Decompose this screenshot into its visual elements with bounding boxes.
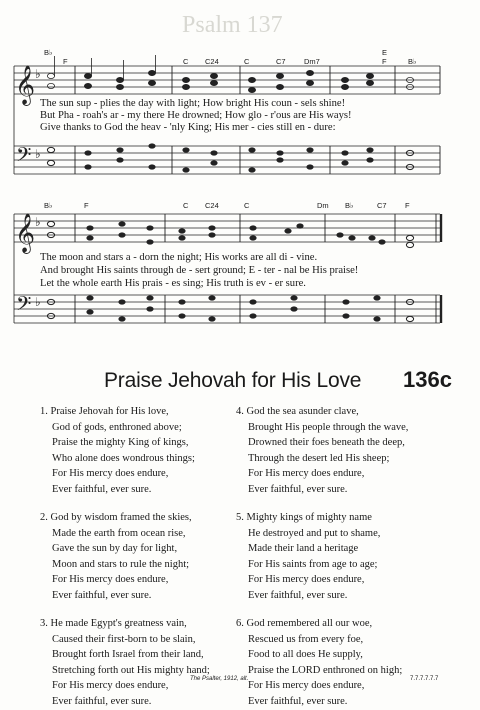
- chord: C7: [377, 201, 387, 210]
- verse-line-3: Give thanks to God the heav - 'nly King; His mer - cies still en - dure:: [40, 122, 336, 133]
- stanza-line: Ever faithful, ever sure.: [52, 483, 152, 495]
- stanza-line: Ever faithful, ever sure.: [248, 483, 348, 495]
- stanza-line: Drowned their foes beneath the deep,: [248, 437, 405, 449]
- chord: C: [183, 57, 189, 66]
- flat-icon: ♭: [35, 147, 41, 161]
- stanza-1: [40, 404, 195, 498]
- chord: C: [183, 201, 189, 210]
- stanza-line: 6. God remembered all our woe,: [236, 618, 373, 629]
- stanza-line: Gave the sun by day for light,: [52, 543, 178, 555]
- chord: C7: [276, 57, 286, 66]
- chord: Dm: [317, 201, 329, 210]
- flat-icon: ♭: [35, 295, 41, 309]
- stanza-line: For His mercy does endure,: [248, 468, 365, 480]
- chord: B♭: [44, 201, 53, 210]
- stanza-line: 5. Mighty kings of mighty name: [236, 512, 372, 523]
- chord: C24: [205, 201, 219, 210]
- chord: B♭: [44, 48, 53, 57]
- source-credit: The Psalter, 1912, alt.: [190, 676, 249, 682]
- verse-line-2: But Pha - roah's ar - my there He drowned; How glo - r'ous are His ways!: [40, 110, 352, 121]
- bass-clef-icon: 𝄢: [16, 292, 32, 320]
- stanza-line: Rescued us from every foe,: [248, 633, 364, 645]
- ghost-heading: Psalm 137: [182, 12, 283, 38]
- staff-treble-2: [14, 214, 440, 242]
- chord: F: [84, 201, 89, 210]
- stanza-line: 4. God the sea asunder clave,: [236, 406, 359, 417]
- stanza-line: Praise the mighty King of kings,: [52, 437, 189, 449]
- stanza-5: [236, 510, 380, 604]
- stanza-line: For His saints from age to age;: [248, 558, 378, 570]
- stanza-line: For His mercy does endure,: [52, 574, 169, 586]
- stanza-line: For His mercy does endure,: [248, 680, 365, 692]
- staff-bass-1: [14, 146, 440, 174]
- bass-clef-icon: 𝄢: [16, 143, 32, 171]
- stanza-line: Praise the LORD enthroned on high;: [248, 664, 403, 676]
- chord: B♭: [345, 201, 354, 210]
- chord: C24: [205, 57, 219, 66]
- hymn-title: Praise Jehovah for His Love: [104, 369, 362, 392]
- treble-clef-icon: 𝄞: [15, 65, 36, 105]
- stanza-line: 3. He made Egypt's greatness vain,: [40, 618, 187, 629]
- stanza-line: He destroyed and put to shame,: [248, 527, 381, 539]
- stanza-6: [236, 616, 402, 710]
- stanza-line: For His mercy does endure,: [248, 574, 365, 586]
- verse-line-1: The sun sup - plies the day with light; How bright His coun - sels shine!: [40, 98, 346, 109]
- stanza-line: God of gods, enthroned above;: [52, 421, 182, 433]
- stanza-3: [40, 616, 210, 710]
- stanza-line: For His mercy does endure,: [52, 680, 169, 692]
- stanza-line: Who alone does wondrous things;: [52, 452, 195, 464]
- flat-icon: ♭: [35, 67, 41, 81]
- stanza-line: Ever faithful, ever sure.: [248, 695, 348, 707]
- meter: 7.7.7.7.7.7: [410, 676, 439, 682]
- stanza-line: Ever faithful, ever sure.: [52, 589, 152, 601]
- chord: C: [244, 57, 250, 66]
- staff-treble-1: [14, 66, 440, 94]
- bass-notes-system-1: [47, 143, 413, 172]
- stanza-line: Made their land a heritage: [248, 543, 359, 555]
- stanza-line: For His mercy does endure,: [52, 468, 169, 480]
- stanza-line: Brought forth Israel from their land,: [52, 649, 204, 661]
- stanza-2: [40, 510, 192, 604]
- notes-system-2: [47, 221, 413, 247]
- verse-line-3: Let the whole earth His prais - es sing; His truth is ev - er sure.: [40, 278, 306, 289]
- stanza-line: Made the earth from ocean rise,: [52, 527, 186, 539]
- flat-icon: ♭: [35, 215, 41, 229]
- stanza-line: Caused their first-born to be slain,: [52, 633, 196, 645]
- chord: F: [382, 57, 387, 66]
- stanza-line: Brought His people through the wave,: [248, 421, 409, 433]
- stanza-line: Ever faithful, ever sure.: [248, 589, 348, 601]
- hymn-number: 136c: [403, 367, 452, 392]
- stanza-line: Stretching forth out His mighty hand;: [52, 664, 210, 676]
- verse-line-2: And brought His saints through de - sert ground; E - ter - nal be His praise!: [40, 265, 359, 276]
- stanza-line: 1. Praise Jehovah for His love,: [40, 406, 169, 417]
- chord: E: [382, 48, 388, 57]
- verse-line-1: The moon and stars a - dorn the night; His works are all di - vine.: [40, 252, 318, 263]
- chord: B♭: [408, 57, 417, 66]
- chord: F: [405, 201, 410, 210]
- stanza-line: Moon and stars to rule the night;: [52, 558, 190, 570]
- stanza-line: Through the desert led His sheep;: [248, 452, 390, 464]
- stanza-4: [236, 404, 408, 498]
- chord: C: [244, 201, 250, 210]
- chord: F: [63, 57, 68, 66]
- stanza-line: Ever faithful, ever sure.: [52, 695, 152, 707]
- stanza-line: Food to all does He supply,: [248, 649, 363, 661]
- stanza-line: 2. God by wisdom framed the skies,: [40, 512, 192, 523]
- treble-clef-icon: 𝄞: [15, 213, 36, 253]
- chord: Dm7: [304, 57, 320, 66]
- bass-notes-system-2: [47, 295, 413, 321]
